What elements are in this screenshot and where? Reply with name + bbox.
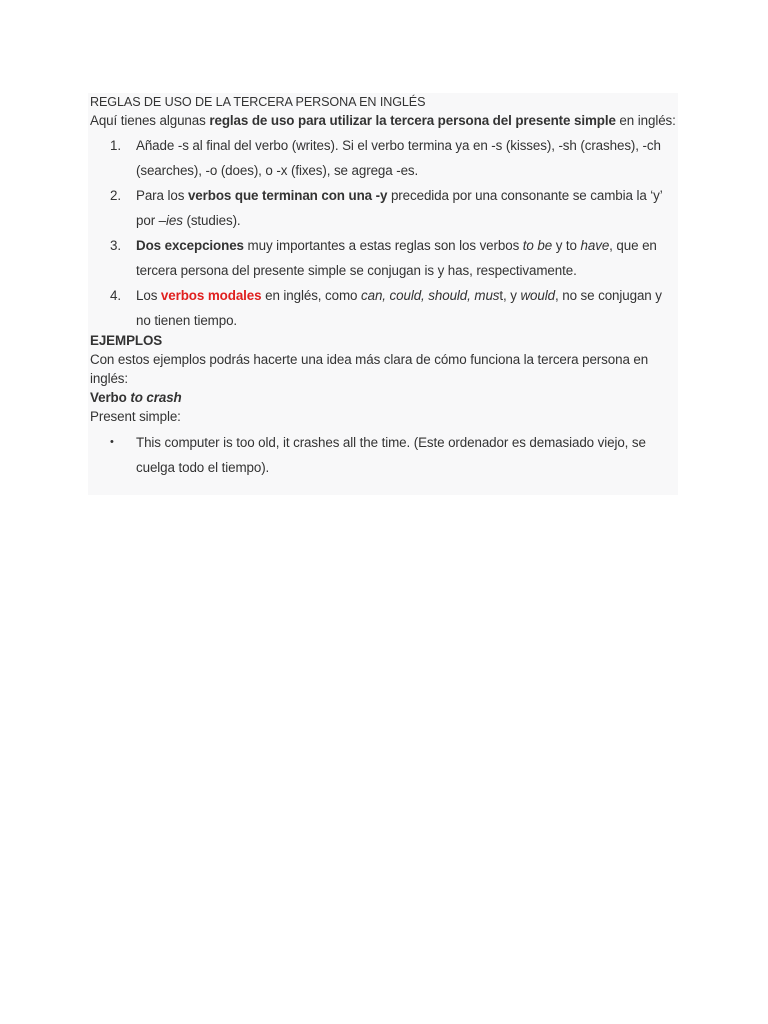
intro-bold: reglas de uso para utilizar la tercera persona del presente simple xyxy=(209,113,616,128)
rule-middle: en inglés, como xyxy=(261,288,362,303)
document-content xyxy=(90,94,678,480)
list-number: 3. xyxy=(110,238,121,253)
example-text: This computer is too old, it crashes all the time. (Este ordenador es demasiado viejo, se cuelga todo el tiempo). xyxy=(136,435,646,475)
rule-bold: Dos excepciones xyxy=(136,238,244,253)
rule-suffix: , que en tercera persona del presente simple se conjugan is y has, respectivamente. xyxy=(136,238,657,278)
examples-heading: EJEMPLOS xyxy=(90,333,163,348)
rule-italic: to be xyxy=(522,238,553,253)
list-item xyxy=(90,133,678,183)
rules-list xyxy=(90,133,678,333)
examples-intro: Con estos ejemplos podrás hacerte una idea más clara de cómo funciona la tercera persona en inglés: xyxy=(90,352,649,386)
rule-middle: precedida por una consonante se cambia la ‘y’ por – xyxy=(136,188,663,228)
highlighted-term: verbos modales xyxy=(160,288,262,303)
list-number: 2. xyxy=(110,188,121,203)
verb-label-bold: Verbo xyxy=(90,390,131,405)
rule-prefix: Los xyxy=(136,288,161,303)
rule-suffix: (studies). xyxy=(182,213,241,228)
rule-middle: t, y xyxy=(499,288,521,303)
rule-italic: would xyxy=(520,288,555,303)
intro-paragraph xyxy=(90,111,678,130)
bullet-icon: • xyxy=(110,436,114,448)
rule-middle: muy importantes a estas reglas son los verbos xyxy=(243,238,523,253)
list-item xyxy=(90,233,678,283)
tense-label: Present simple: xyxy=(90,409,181,424)
rule-prefix: Para los xyxy=(136,188,188,203)
page-title: REGLAS DE USO DE LA TERCERA PERSONA EN INGLÉS xyxy=(90,95,426,109)
rule-italic: have xyxy=(580,238,610,253)
rule-italic: can, could, should, mus xyxy=(361,288,500,303)
rule-italic: ies xyxy=(166,213,183,228)
rule-bold: verbos que terminan con una -y xyxy=(187,188,388,203)
list-item xyxy=(90,283,678,333)
examples-list xyxy=(90,430,678,480)
rule-text: Añade -s al final del verbo (writes). Si el verbo termina ya en -s (kisses), -sh (crashes), -ch (searches), -o (does), o -x (fixes), se agrega -es. xyxy=(136,138,661,178)
list-item xyxy=(90,183,678,233)
intro-suffix: en inglés: xyxy=(615,113,676,128)
list-item xyxy=(90,430,678,480)
intro-prefix: Aquí tienes algunas xyxy=(90,113,210,128)
list-number: 4. xyxy=(110,288,121,303)
verb-label xyxy=(90,388,678,407)
rule-middle: y to xyxy=(552,238,581,253)
list-number: 1. xyxy=(110,138,121,153)
verb-label-italic: to crash xyxy=(130,390,182,405)
rule-suffix: , no se conjugan y no tienen tiempo. xyxy=(136,288,662,328)
